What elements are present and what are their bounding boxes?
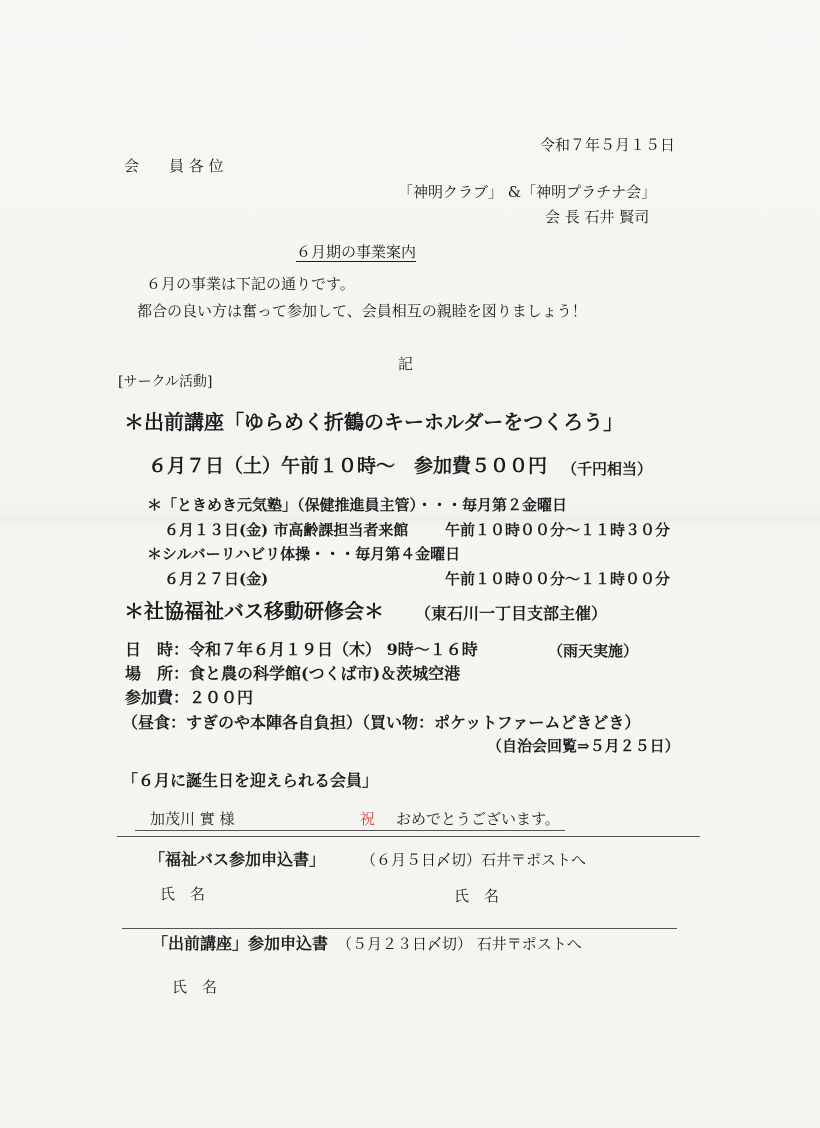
president-name: 会 長 石井 賢司 (545, 208, 650, 226)
tokimeki-detail: ６月１３日(金) 市高齢課担当者来館 (164, 521, 409, 539)
ki-mark: 記 (398, 355, 414, 373)
form1-deadline: （６月５日〆切）石井〒ポストへ (361, 851, 587, 869)
document-title: ６月期の事業案内 (296, 243, 417, 261)
form2-name-label: 氏 名 (172, 978, 218, 996)
birthday-underline (135, 830, 565, 831)
intro-line-1: ６月の事業は下記の通りです。 (146, 275, 355, 293)
form2-title: 「出前講座」参加申込書 (152, 934, 329, 953)
bus-circular-note: （自治会回覧⇒５月２５日） (487, 737, 680, 755)
separator-line-2 (122, 928, 677, 929)
silver-title: ＊シルバーリハビリ体操・・・毎月第４金曜日 (147, 545, 461, 563)
birthday-member: 加茂川 實 様 (150, 810, 235, 828)
event1-date-fee: ６月７日（土）午前１０時～ 参加費５００円 (148, 455, 548, 477)
form1-name-label-1: 氏 名 (160, 885, 206, 903)
event1-title: ＊出前講座「ゆらめく折鶴のキーホルダーをつくろう」 (124, 410, 624, 434)
bus-fee: 参加費：２００円 (125, 688, 254, 707)
form1-name-label-2: 氏 名 (454, 887, 500, 905)
bus-place: 場 所：食と農の科学館(つくば市)＆茨城空港 (125, 664, 461, 683)
intro-line-2: 都合の良い方は奮って参加して、会員相互の親睦を図りましょう！ (137, 302, 587, 320)
organization-name: 「神明クラブ」 &「神明プラチナ会」 (398, 183, 657, 201)
form2-deadline: （５月２３日〆切） 石井〒ポストへ (337, 935, 582, 953)
bus-datetime: 日 時：令和７年６月１９日（木） 9時～１６時 (125, 640, 478, 659)
celebration-mark: 祝 (360, 810, 376, 828)
tokimeki-title: ＊「ときめき元気塾」（保健推進員主管）・・・毎月第２金曜日 (147, 496, 568, 514)
bus-organizer: （東石川一丁目支部主催） (415, 604, 608, 623)
separator-line-1 (117, 836, 700, 837)
form1-title: 「福祉バス参加申込書」 (149, 850, 326, 869)
tokimeki-time: 午前１０時００分～１１時３０分 (445, 521, 671, 539)
silver-date: ６月２７日(金) (164, 570, 269, 588)
event1-fee-note: （千円相当） (562, 460, 653, 478)
birthday-greeting: おめでとうございます。 (396, 810, 560, 828)
birthday-heading: 「６月に誕生日を迎えられる会員」 (122, 771, 379, 790)
bus-rain-note: （雨天実施） (548, 642, 639, 660)
bus-lunch-shopping: （昼食：すぎのや本陣各自負担）（買い物：ポケットファームどきどき） (122, 713, 641, 732)
silver-time: 午前１０時００分～１１時００分 (445, 570, 671, 588)
recipient: 会 員 各 位 (124, 157, 224, 175)
bus-title: ＊社協福祉バス移動研修会＊ (124, 599, 384, 623)
issue-date: 令和７年５月１５日 (540, 136, 676, 154)
circle-section-label: [サークル活動] (118, 374, 213, 390)
